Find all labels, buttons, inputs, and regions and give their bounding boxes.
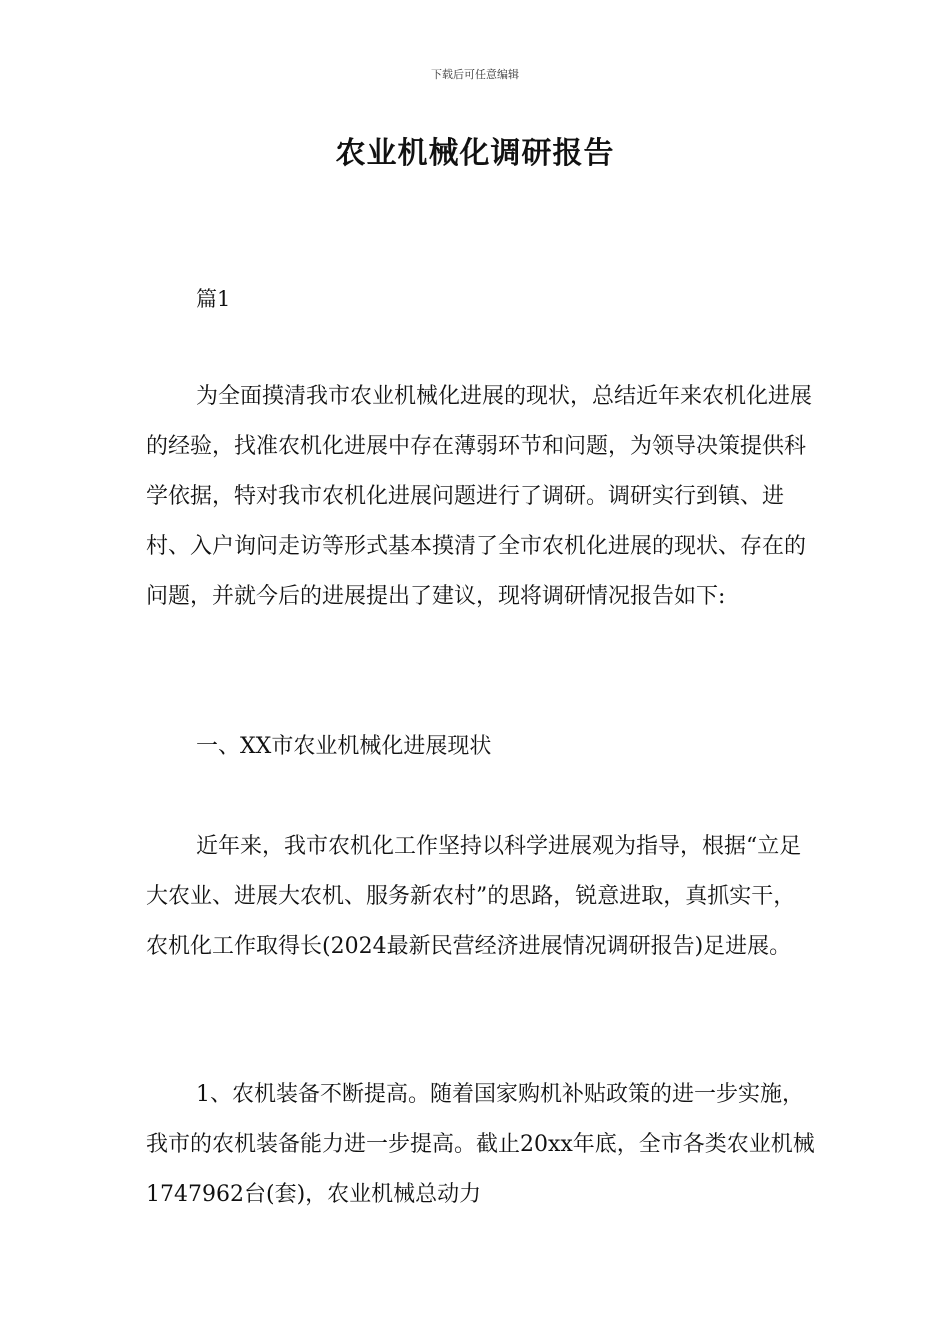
intro-paragraph: 为全面摸清我市农业机械化进展的现状，总结近年来农机化进展的经验，找准农机化进展中存在薄弱环节和问题，为领导决策提供科学依据，特对我市农机化进展问题进行了调研。调研实行到镇、进村、入户询问走访等形式基本摸清了全市农机化进展的现状、存在的问题，并就今后的进展提出了建议，现将调研情况报告如下: (146, 384, 813, 609)
point-1-paragraph: 1、农机装备不断提高。随着国家购机补贴政策的进一步实施，我市的农机装备能力进一步提高。截止20xx年底，全市各类农业机械1747962台(套)，农业机械总动力 (146, 1082, 815, 1207)
header-note: 下载后可任意编辑 (431, 68, 519, 81)
overview-paragraph: 近年来，我市农机化工作坚持以科学进展观为指导，根据“立足大农业、进展大农机、服务新农村”的思路，锐意进取，真抓实干，农机化工作取得长(2024最新民营经济进展情况调研报告)足进展。 (146, 834, 802, 959)
section-heading-1: 一、XX市农业机械化进展现状 (196, 734, 492, 759)
document-title: 农业机械化调研报告 (335, 136, 615, 171)
section-label: 篇1 (196, 287, 231, 311)
